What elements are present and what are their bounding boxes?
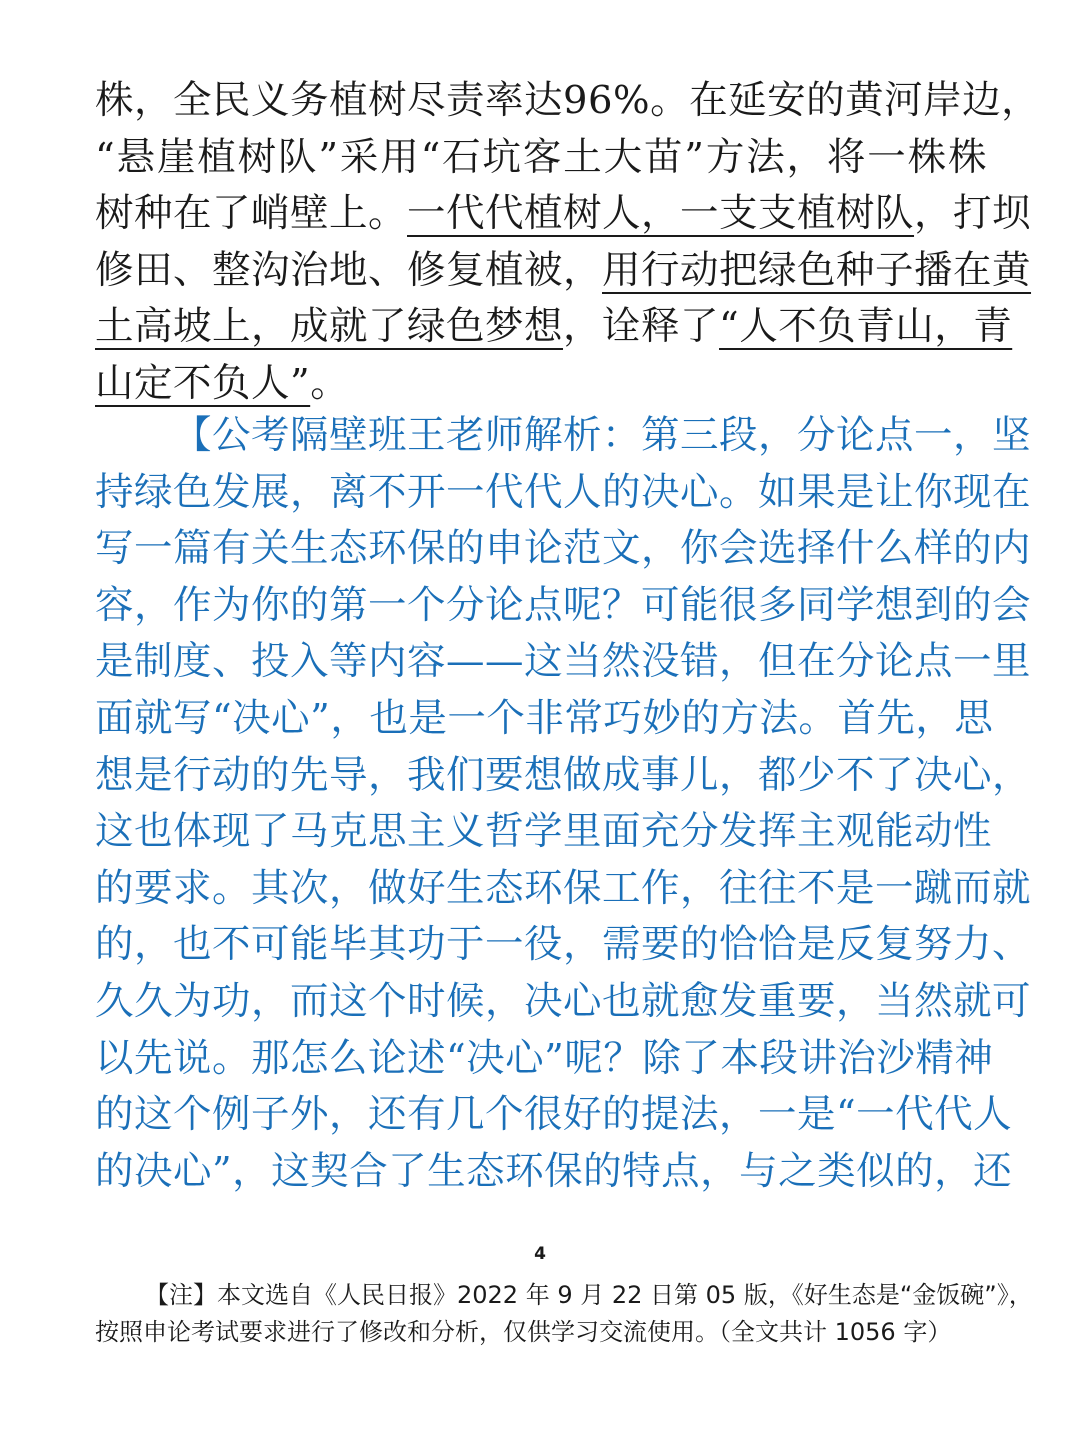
analysis-line: 的这个例子外，还有几个很好的提法，一是“一代代人: [95, 1092, 1013, 1138]
underlined-text: 一代代植树人，一支支植树队: [407, 191, 915, 237]
article-line: [95, 186, 1032, 243]
footnote-line: 按照申论考试要求进行了修改和分析，仅供学习交流使用。（全文共计 1056 字）: [95, 1318, 952, 1346]
underlined-text: 山定不负人”: [95, 360, 311, 406]
article-text: “悬崖植树队”采用“石坑客土大苗”方法，将一株株: [95, 134, 987, 180]
analysis-line: 面就写“决心”，也是一个非常巧妙的方法。首先，思: [95, 695, 994, 741]
page-number: 4: [534, 1244, 546, 1264]
footnote: [95, 1277, 1033, 1351]
analysis-line: 持绿色发展，离不开一代代人的决心。如果是让你现在: [95, 469, 1032, 515]
analysis-line: 容，作为你的第一个分论点呢？可能很多同学想到的会: [95, 582, 1032, 628]
article-line: [95, 73, 1041, 130]
article-line: [95, 243, 1032, 300]
article-text: 树种在了峭壁上。: [95, 191, 408, 237]
analysis-line: 以先说。那怎么论述“决心”呢？除了本段讲治沙精神: [95, 1035, 994, 1081]
article-paragraph: [95, 73, 1041, 413]
article-text: 修田、整沟治地、修复植被，: [95, 247, 603, 293]
analysis-line: 这也体现了马克思主义哲学里面充分发挥主观能动性: [95, 809, 993, 855]
article-line: [95, 356, 987, 413]
footnote-line: 【注】本文选自《人民日报》2022 年 9 月 22 日第 05 版，《好生态是“金饭碗”》，: [145, 1281, 1033, 1309]
analysis-line: 想是行动的先导，我们要想做成事儿，都少不了决心，: [95, 752, 1032, 798]
underlined-text: 用行动把绿色种子播在黄: [602, 247, 1032, 293]
underlined-text: “人不负青山，青: [719, 304, 1013, 350]
analysis-line: 的决心”，这契合了生态环保的特点，与之类似的，还: [95, 1148, 1013, 1194]
article-text: 株，全民义务植树尽责率达96%。在延安的黄河岸边，: [95, 78, 1041, 123]
underlined-text: 土高坡上，成就了绿色梦想: [95, 304, 564, 350]
article-text: ，打坝: [914, 191, 1032, 237]
analysis-line: 【公考隔壁班王老师解析：第三段，分论点一，坚: [173, 413, 1032, 458]
analysis-line: 久久为功，而这个时候，决心也就愈发重要，当然就可: [95, 978, 1032, 1024]
article-text: ，诠释了: [563, 304, 720, 350]
article-text: 。: [310, 360, 350, 406]
analysis-line: 的，也不可能毕其功于一役，需要的恰恰是反复努力、: [95, 922, 1032, 968]
analysis-line: 的要求。其次，做好生态环保工作，往往不是一蹴而就: [95, 865, 1032, 911]
analysis-line: 写一篇有关生态环保的申论范文，你会选择什么样的内: [95, 526, 1032, 572]
analysis-paragraph: [95, 408, 1032, 1200]
analysis-line: 是制度、投入等内容——这当然没错，但在分论点一里: [95, 639, 1032, 685]
article-line: [95, 299, 1013, 356]
article-line: [95, 130, 987, 187]
